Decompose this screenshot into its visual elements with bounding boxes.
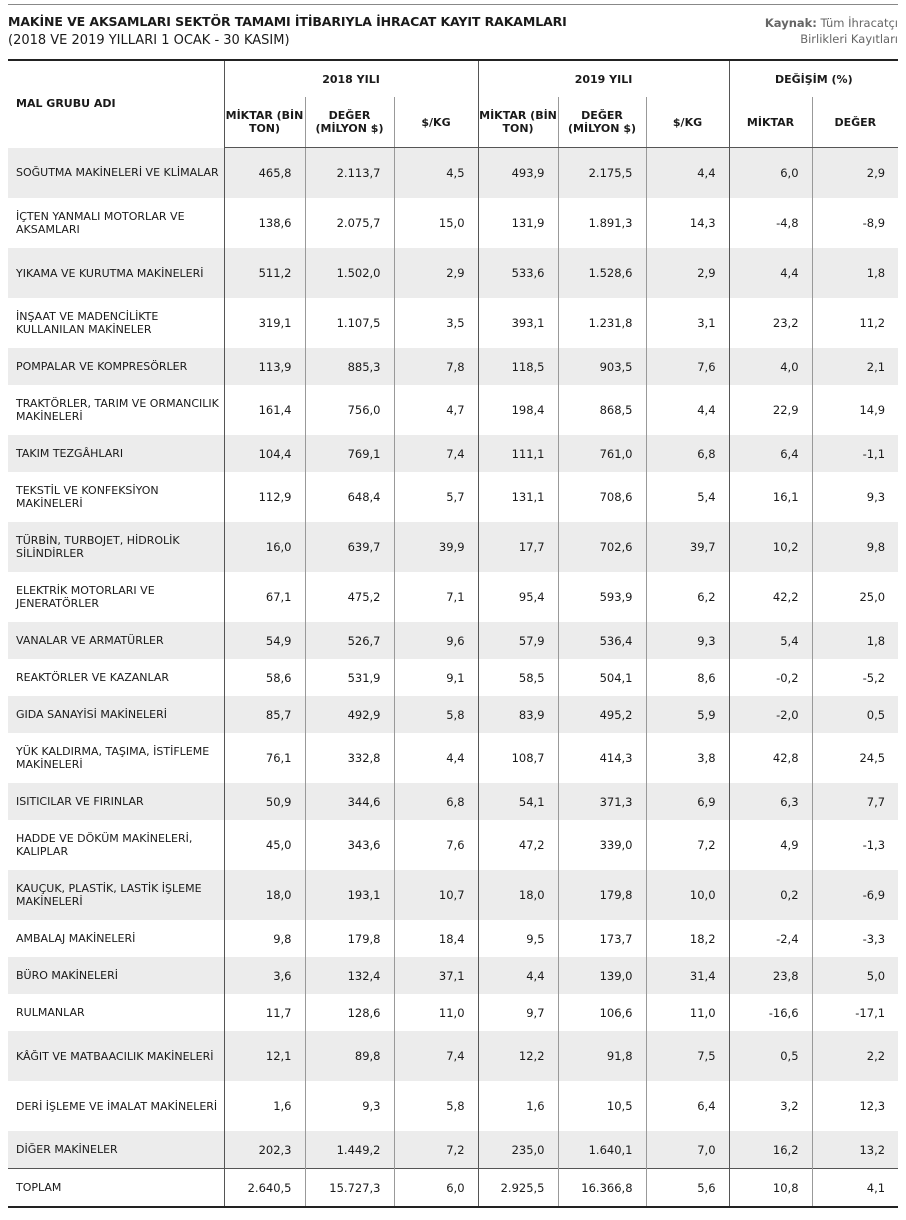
cell-2019-miktar: 47,2: [478, 820, 558, 870]
page-subtitle: (2018 VE 2019 YILLARI 1 OCAK - 30 KASIM): [8, 33, 290, 48]
cell-2019-miktar: 95,4: [478, 572, 558, 622]
cell-2019-deger: 371,3: [558, 783, 646, 820]
row-label: AMBALAJ MAKİNELERİ: [16, 932, 136, 945]
cell-change-deger: 9,3: [812, 472, 898, 522]
cell-change-miktar: 4,9: [729, 820, 812, 870]
cell-2018-deger: 639,7: [305, 522, 394, 572]
cell-2019-deger: 1.891,3: [558, 198, 646, 248]
cell-change-deger: 2,2: [812, 1031, 898, 1081]
cell-2019-deger: 1.528,6: [558, 248, 646, 298]
cell-2018-miktar: 3,6: [224, 957, 305, 994]
cell-2019-per-kg: 5,6: [646, 1169, 729, 1208]
cell-2018-miktar: 58,6: [224, 659, 305, 696]
cell-2018-per-kg: 7,8: [394, 348, 478, 385]
cell-2019-per-kg: 7,6: [646, 348, 729, 385]
column-header-2018-per-kg: $/KG: [394, 97, 478, 148]
cell-2018-miktar: 54,9: [224, 622, 305, 659]
cell-2019-deger: 173,7: [558, 920, 646, 957]
row-label: BÜRO MAKİNELERİ: [8, 957, 224, 994]
table-row: [8, 622, 898, 659]
column-header-2019-deger: DEĞER (MİLYON $): [558, 97, 646, 148]
cell-change-miktar: 5,4: [729, 622, 812, 659]
row-label: RULMANLAR: [16, 1006, 85, 1019]
column-header-name: MAL GRUBU ADI: [8, 60, 224, 148]
cell-2018-deger: 332,8: [305, 733, 394, 783]
table-row: [8, 572, 898, 622]
group-header-2019: 2019 YILI: [478, 60, 729, 97]
cell-2019-deger: 2.175,5: [558, 148, 646, 199]
cell-change-deger: 4,1: [812, 1169, 898, 1208]
cell-2019-miktar: 393,1: [478, 298, 558, 348]
cell-2018-deger: 769,1: [305, 435, 394, 472]
row-label: İÇTEN YANMALI MOTORLAR VE AKSAMLARI: [16, 210, 185, 236]
cell-change-miktar: 10,2: [729, 522, 812, 572]
cell-2019-deger: 1.640,1: [558, 1131, 646, 1169]
cell-2018-per-kg: 37,1: [394, 957, 478, 994]
cell-2018-deger: 885,3: [305, 348, 394, 385]
cell-2018-deger: 1.449,2: [305, 1131, 394, 1169]
cell-2018-miktar: 16,0: [224, 522, 305, 572]
cell-2019-per-kg: 4,4: [646, 385, 729, 435]
cell-2019-deger: 179,8: [558, 870, 646, 920]
cell-change-deger: 12,3: [812, 1081, 898, 1131]
row-label: DERİ İŞLEME VE İMALAT MAKİNELERİ: [16, 1099, 218, 1113]
cell-2018-per-kg: 4,5: [394, 148, 478, 199]
table-row-total: [8, 1169, 898, 1208]
cell-2019-miktar: 118,5: [478, 348, 558, 385]
source-note: [765, 15, 898, 47]
row-label: GIDA SANAYİSİ MAKİNELERİ: [8, 696, 224, 733]
cell-2019-deger: 106,6: [558, 994, 646, 1031]
cell-2019-miktar: 131,1: [478, 472, 558, 522]
cell-2018-per-kg: 4,4: [394, 733, 478, 783]
cell-2019-deger: 10,5: [558, 1081, 646, 1131]
group-header-2018: 2018 YILI: [224, 60, 478, 97]
table-row: [8, 298, 898, 348]
cell-change-miktar: 0,5: [729, 1031, 812, 1081]
cell-change-miktar: 42,8: [729, 733, 812, 783]
cell-2019-deger: 495,2: [558, 696, 646, 733]
cell-2018-per-kg: 7,4: [394, 435, 478, 472]
cell-2018-deger: 344,6: [305, 783, 394, 820]
cell-2019-deger: 903,5: [558, 348, 646, 385]
cell-change-miktar: -2,0: [729, 696, 812, 733]
cell-2019-per-kg: 14,3: [646, 198, 729, 248]
cell-2019-per-kg: 18,2: [646, 920, 729, 957]
column-header-2019-per-kg: $/KG: [646, 97, 729, 148]
table-row: [8, 522, 898, 572]
cell-2018-deger: 492,9: [305, 696, 394, 733]
cell-2018-per-kg: 9,6: [394, 622, 478, 659]
column-header-2019-miktar: MİKTAR (BİN TON): [478, 97, 558, 148]
cell-2018-per-kg: 6,0: [394, 1169, 478, 1208]
page-title: MAKİNE VE AKSAMLARI SEKTÖR TAMAMI İTİBARIYLA İHRACAT KAYIT RAKAMLARI: [8, 14, 567, 29]
cell-2018-miktar: 138,6: [224, 198, 305, 248]
cell-2019-miktar: 198,4: [478, 385, 558, 435]
row-label: YÜK KALDIRMA, TAŞIMA, İSTİFLEME MAKİNELERİ: [16, 745, 210, 771]
cell-2018-per-kg: 15,0: [394, 198, 478, 248]
cell-2018-miktar: 112,9: [224, 472, 305, 522]
cell-2018-deger: 531,9: [305, 659, 394, 696]
cell-2018-per-kg: 9,1: [394, 659, 478, 696]
table-row: [8, 957, 898, 994]
cell-2019-deger: 536,4: [558, 622, 646, 659]
table-row: [8, 659, 898, 696]
cell-2018-deger: 132,4: [305, 957, 394, 994]
cell-change-miktar: -4,8: [729, 198, 812, 248]
row-label: TOPLAM: [8, 1169, 224, 1208]
cell-2018-deger: 179,8: [305, 920, 394, 957]
cell-2019-per-kg: 39,7: [646, 522, 729, 572]
table-row: [8, 472, 898, 522]
row-label: TAKIM TEZGÂHLARI: [8, 435, 224, 472]
cell-2018-miktar: 319,1: [224, 298, 305, 348]
cell-2018-deger: 526,7: [305, 622, 394, 659]
cell-2018-deger: 343,6: [305, 820, 394, 870]
table-row: [8, 870, 898, 920]
cell-2018-miktar: 1,6: [224, 1081, 305, 1131]
cell-2019-miktar: 12,2: [478, 1031, 558, 1081]
cell-2019-per-kg: 6,9: [646, 783, 729, 820]
group-header-change: DEĞİŞİM (%): [729, 60, 898, 97]
cell-change-miktar: 6,0: [729, 148, 812, 199]
cell-change-deger: -5,2: [812, 659, 898, 696]
cell-change-deger: -3,3: [812, 920, 898, 957]
cell-change-deger: 14,9: [812, 385, 898, 435]
cell-change-miktar: 23,2: [729, 298, 812, 348]
cell-change-miktar: 16,1: [729, 472, 812, 522]
cell-2019-deger: 504,1: [558, 659, 646, 696]
column-header-2018-deger: DEĞER (MİLYON $): [305, 97, 394, 148]
cell-2019-per-kg: 7,0: [646, 1131, 729, 1169]
row-label: REAKTÖRLER VE KAZANLAR: [16, 671, 170, 684]
cell-2018-deger: 2.113,7: [305, 148, 394, 199]
cell-change-deger: -1,3: [812, 820, 898, 870]
row-label: SOĞUTMA MAKİNELERİ VE KLİMALAR: [8, 148, 224, 199]
cell-change-deger: 11,2: [812, 298, 898, 348]
cell-2018-miktar: 2.640,5: [224, 1169, 305, 1208]
cell-2018-per-kg: 5,8: [394, 1081, 478, 1131]
export-table: [8, 59, 898, 1208]
column-header-change-miktar: MİKTAR: [729, 97, 812, 148]
row-label: ISITICILAR VE FIRINLAR: [8, 783, 224, 820]
cell-2019-per-kg: 10,0: [646, 870, 729, 920]
cell-2018-deger: 1.502,0: [305, 248, 394, 298]
cell-change-miktar: 4,0: [729, 348, 812, 385]
cell-2018-per-kg: 3,5: [394, 298, 478, 348]
cell-change-miktar: 10,8: [729, 1169, 812, 1208]
row-label: TRAKTÖRLER, TARIM VE ORMANCILIK MAKİNELERİ: [16, 397, 219, 423]
cell-2018-per-kg: 6,8: [394, 783, 478, 820]
cell-2018-deger: 1.107,5: [305, 298, 394, 348]
row-label: YIKAMA VE KURUTMA MAKİNELERİ: [8, 248, 224, 298]
cell-change-deger: 5,0: [812, 957, 898, 994]
row-label: KÂĞIT VE MATBAACILIK MAKİNELERİ: [8, 1031, 224, 1081]
cell-change-miktar: -16,6: [729, 994, 812, 1031]
cell-change-deger: -8,9: [812, 198, 898, 248]
cell-2018-deger: 15.727,3: [305, 1169, 394, 1208]
cell-2019-deger: 16.366,8: [558, 1169, 646, 1208]
cell-2019-deger: 414,3: [558, 733, 646, 783]
table-row: [8, 1131, 898, 1169]
cell-2018-miktar: 113,9: [224, 348, 305, 385]
table-body: [8, 148, 898, 1208]
table-row: [8, 696, 898, 733]
table-row: [8, 148, 898, 199]
cell-2019-per-kg: 31,4: [646, 957, 729, 994]
cell-2018-miktar: 104,4: [224, 435, 305, 472]
cell-2018-deger: 9,3: [305, 1081, 394, 1131]
table-row: [8, 994, 898, 1031]
cell-2019-miktar: 108,7: [478, 733, 558, 783]
cell-2018-per-kg: 11,0: [394, 994, 478, 1031]
cell-2018-miktar: 50,9: [224, 783, 305, 820]
cell-2019-miktar: 131,9: [478, 198, 558, 248]
cell-change-miktar: -0,2: [729, 659, 812, 696]
cell-2019-deger: 702,6: [558, 522, 646, 572]
cell-change-deger: -1,1: [812, 435, 898, 472]
cell-2019-per-kg: 7,2: [646, 820, 729, 870]
cell-2019-deger: 339,0: [558, 820, 646, 870]
cell-2018-miktar: 161,4: [224, 385, 305, 435]
column-header-change-deger: DEĞER: [812, 97, 898, 148]
table-row: [8, 248, 898, 298]
cell-2018-miktar: 45,0: [224, 820, 305, 870]
column-header-2018-miktar: MİKTAR (BİN TON): [224, 97, 305, 148]
cell-2019-per-kg: 7,5: [646, 1031, 729, 1081]
cell-change-miktar: 3,2: [729, 1081, 812, 1131]
cell-change-deger: 1,8: [812, 248, 898, 298]
cell-2018-miktar: 18,0: [224, 870, 305, 920]
cell-change-deger: 0,5: [812, 696, 898, 733]
cell-2018-miktar: 11,7: [224, 994, 305, 1031]
cell-2019-miktar: 1,6: [478, 1081, 558, 1131]
cell-2019-miktar: 111,1: [478, 435, 558, 472]
cell-2019-per-kg: 3,1: [646, 298, 729, 348]
cell-change-deger: 25,0: [812, 572, 898, 622]
cell-2019-miktar: 18,0: [478, 870, 558, 920]
cell-change-miktar: -2,4: [729, 920, 812, 957]
cell-2019-miktar: 17,7: [478, 522, 558, 572]
cell-2018-miktar: 67,1: [224, 572, 305, 622]
cell-change-deger: 2,1: [812, 348, 898, 385]
cell-2019-deger: 868,5: [558, 385, 646, 435]
table-row: [8, 198, 898, 248]
row-label: POMPALAR VE KOMPRESÖRLER: [8, 348, 224, 385]
cell-2018-per-kg: 7,4: [394, 1031, 478, 1081]
cell-2019-miktar: 9,7: [478, 994, 558, 1031]
cell-2019-miktar: 493,9: [478, 148, 558, 199]
cell-2018-deger: 648,4: [305, 472, 394, 522]
source-text-1: Tüm İhracatçı: [820, 16, 898, 30]
cell-2019-miktar: 4,4: [478, 957, 558, 994]
cell-2018-per-kg: 5,8: [394, 696, 478, 733]
cell-2019-per-kg: 5,4: [646, 472, 729, 522]
cell-2019-per-kg: 3,8: [646, 733, 729, 783]
cell-2018-deger: 2.075,7: [305, 198, 394, 248]
cell-change-deger: 13,2: [812, 1131, 898, 1169]
cell-2019-deger: 761,0: [558, 435, 646, 472]
cell-2018-deger: 89,8: [305, 1031, 394, 1081]
cell-change-miktar: 22,9: [729, 385, 812, 435]
cell-change-deger: 9,8: [812, 522, 898, 572]
cell-2018-miktar: 12,1: [224, 1031, 305, 1081]
cell-2019-miktar: 58,5: [478, 659, 558, 696]
cell-2018-per-kg: 18,4: [394, 920, 478, 957]
table-row: [8, 435, 898, 472]
table-row: [8, 1031, 898, 1081]
cell-2019-per-kg: 8,6: [646, 659, 729, 696]
cell-change-deger: 1,8: [812, 622, 898, 659]
cell-change-miktar: 16,2: [729, 1131, 812, 1169]
table-row: [8, 1081, 898, 1131]
cell-2019-deger: 593,9: [558, 572, 646, 622]
cell-change-miktar: 6,3: [729, 783, 812, 820]
cell-2018-miktar: 85,7: [224, 696, 305, 733]
cell-2019-miktar: 83,9: [478, 696, 558, 733]
cell-2019-deger: 708,6: [558, 472, 646, 522]
cell-2019-per-kg: 6,4: [646, 1081, 729, 1131]
cell-2019-miktar: 235,0: [478, 1131, 558, 1169]
row-label: ELEKTRİK MOTORLARI VE JENERATÖRLER: [16, 584, 155, 610]
cell-2018-miktar: 9,8: [224, 920, 305, 957]
row-label: HADDE VE DÖKÜM MAKİNELERİ, KALIPLAR: [16, 832, 193, 858]
cell-change-miktar: 23,8: [729, 957, 812, 994]
cell-2018-per-kg: 7,2: [394, 1131, 478, 1169]
top-rule: [8, 4, 898, 5]
cell-2019-miktar: 57,9: [478, 622, 558, 659]
cell-change-miktar: 0,2: [729, 870, 812, 920]
cell-change-miktar: 42,2: [729, 572, 812, 622]
cell-2019-per-kg: 6,2: [646, 572, 729, 622]
cell-2018-miktar: 76,1: [224, 733, 305, 783]
table-row: [8, 733, 898, 783]
cell-2018-miktar: 465,8: [224, 148, 305, 199]
source-label: Kaynak:: [764, 16, 817, 30]
cell-2019-deger: 91,8: [558, 1031, 646, 1081]
table-row: [8, 820, 898, 870]
cell-change-deger: -17,1: [812, 994, 898, 1031]
cell-2019-per-kg: 5,9: [646, 696, 729, 733]
cell-change-deger: -6,9: [812, 870, 898, 920]
cell-2018-miktar: 511,2: [224, 248, 305, 298]
source-line-1: [765, 15, 898, 31]
cell-2019-miktar: 2.925,5: [478, 1169, 558, 1208]
table-row: [8, 783, 898, 820]
cell-2018-per-kg: 5,7: [394, 472, 478, 522]
row-label: KAUÇUK, PLASTİK, LASTİK İŞLEME MAKİNELERİ: [8, 870, 224, 920]
cell-2018-deger: 475,2: [305, 572, 394, 622]
cell-change-deger: 2,9: [812, 148, 898, 199]
row-label: İNŞAAT VE MADENCİLİKTE KULLANILAN MAKİNELER: [16, 310, 159, 336]
cell-2018-deger: 128,6: [305, 994, 394, 1031]
cell-change-miktar: 4,4: [729, 248, 812, 298]
cell-2019-deger: 139,0: [558, 957, 646, 994]
row-label: DİĞER MAKİNELER: [8, 1131, 224, 1169]
cell-2018-per-kg: 4,7: [394, 385, 478, 435]
cell-2019-per-kg: 6,8: [646, 435, 729, 472]
source-line-2: Birlikleri Kayıtları: [800, 32, 898, 46]
cell-2019-miktar: 54,1: [478, 783, 558, 820]
cell-2019-per-kg: 4,4: [646, 148, 729, 199]
cell-2018-per-kg: 2,9: [394, 248, 478, 298]
cell-2018-per-kg: 39,9: [394, 522, 478, 572]
cell-2018-per-kg: 10,7: [394, 870, 478, 920]
table-row: [8, 348, 898, 385]
row-label: TÜRBİN, TURBOJET, HİDROLİK SİLİNDİRLER: [8, 522, 224, 572]
cell-2018-deger: 756,0: [305, 385, 394, 435]
cell-2018-per-kg: 7,6: [394, 820, 478, 870]
cell-2019-per-kg: 2,9: [646, 248, 729, 298]
cell-2018-per-kg: 7,1: [394, 572, 478, 622]
cell-change-miktar: 6,4: [729, 435, 812, 472]
table-row: [8, 920, 898, 957]
cell-2018-deger: 193,1: [305, 870, 394, 920]
cell-change-deger: 7,7: [812, 783, 898, 820]
cell-2019-deger: 1.231,8: [558, 298, 646, 348]
cell-2019-per-kg: 11,0: [646, 994, 729, 1031]
cell-change-deger: 24,5: [812, 733, 898, 783]
cell-2019-per-kg: 9,3: [646, 622, 729, 659]
row-label: VANALAR VE ARMATÜRLER: [8, 622, 224, 659]
cell-2019-miktar: 533,6: [478, 248, 558, 298]
row-label: TEKSTİL VE KONFEKSİYON MAKİNELERİ: [16, 484, 159, 510]
cell-2019-miktar: 9,5: [478, 920, 558, 957]
table-row: [8, 385, 898, 435]
cell-2018-miktar: 202,3: [224, 1131, 305, 1169]
